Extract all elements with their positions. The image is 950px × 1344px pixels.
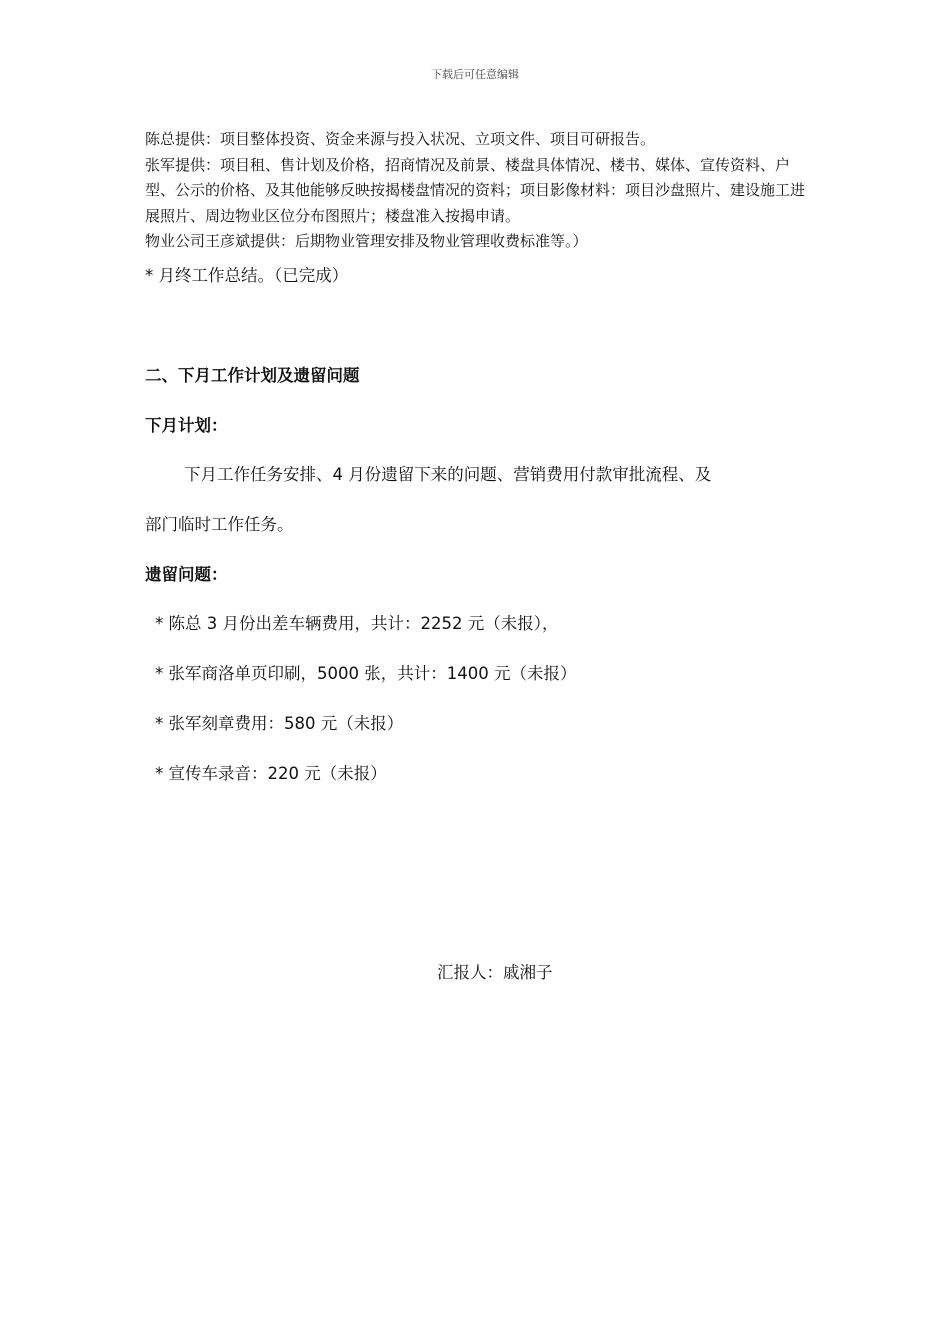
issue-item: * 张军刻章费用：580 元（未报） (155, 714, 404, 733)
plan-heading: 下月计划： (145, 416, 228, 435)
plan-text-line-2: 部门临时工作任务。 (145, 515, 294, 534)
contributions-block (145, 127, 810, 255)
issue-item: * 张军商洛单页印刷，5000 张，共计：1400 元（未报） (155, 664, 577, 683)
reporter-signature: 汇报人：戚湘子 (437, 963, 553, 982)
contribution-zhang: 张军提供：项目租、售计划及价格，招商情况及前景、楼盘具体情况、楼书、媒体、宣传资料、户型、公示的价格、及其他能够反映按揭楼盘情况的资料；项目影像材料：项目沙盘照片、建设施工进展照片、周边物业区位分布图照片；楼盘准入按揭申请。 (145, 155, 806, 225)
contribution-property: 物业公司王彦斌提供：后期物业管理安排及物业管理收费标准等。） (145, 232, 588, 250)
contribution-chen: 陈总提供：项目整体投资、资金来源与投入状况、立项文件、项目可研报告。 (145, 130, 656, 148)
issues-heading: 遗留问题： (145, 565, 228, 584)
issue-item: * 陈总 3 月份出差车辆费用，共计：2252 元（未报）， (155, 614, 559, 633)
section-title: 二、下月工作计划及遗留问题 (145, 366, 360, 385)
plan-text-line-1: 下月工作任务安排、4 月份遗留下来的问题、营销费用付款审批流程、及 (184, 465, 712, 484)
issue-item: * 宣传车录音：220 元（未报） (155, 764, 387, 783)
month-end-summary: * 月终工作总结。（已完成） (145, 266, 349, 285)
page-header: 下载后可任意编辑 (431, 68, 519, 81)
